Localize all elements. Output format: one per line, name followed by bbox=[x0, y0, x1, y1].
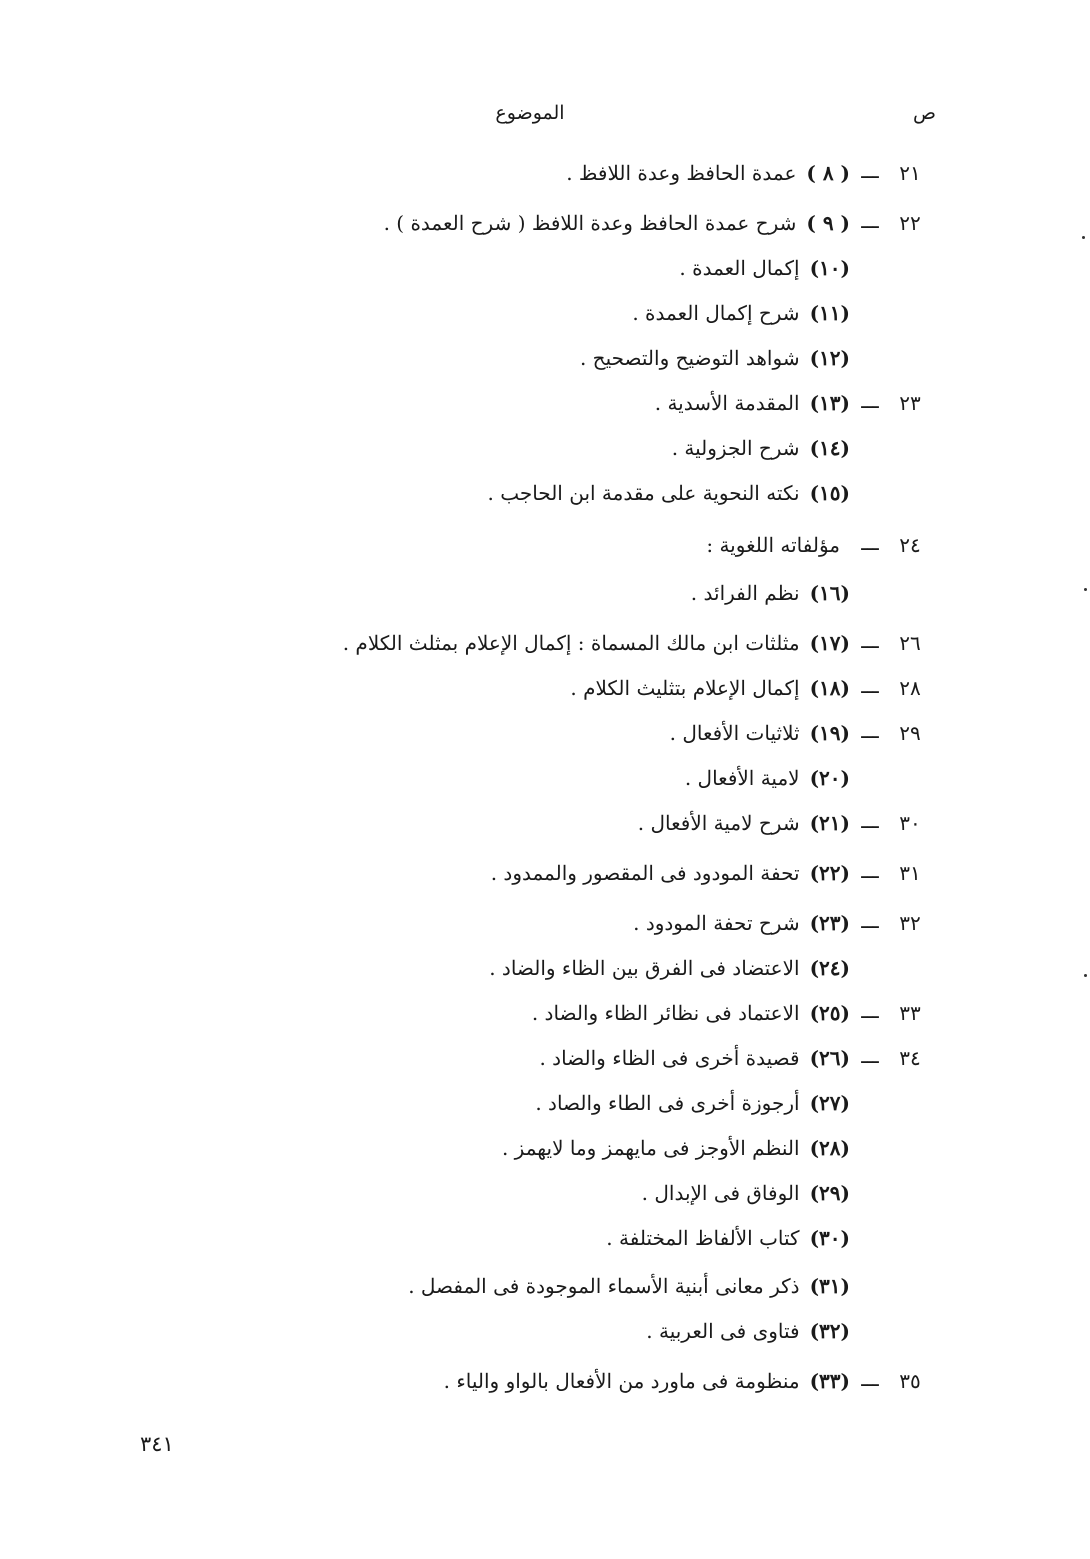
entry-number: (١٤) bbox=[809, 436, 850, 460]
entry-text: مثلثات ابن مالك المسماة : إكمال الإعلام بمثلث الكلام . bbox=[342, 631, 800, 655]
toc-entry bbox=[0, 385, 1090, 425]
entry-title bbox=[642, 1181, 850, 1205]
toc-entry bbox=[0, 1040, 1090, 1080]
toc-entry bbox=[0, 205, 1090, 245]
entry-page: ٣٠ bbox=[899, 811, 921, 835]
entry-text: تحفة المودود فى المقصور والممدود . bbox=[490, 861, 800, 885]
toc-entry bbox=[0, 670, 1090, 710]
toc-entry bbox=[0, 250, 1090, 290]
entry-number: (١١) bbox=[809, 301, 850, 325]
entry-page: ٣٥ bbox=[899, 1369, 921, 1393]
entry-text: نظم الفرائد . bbox=[690, 581, 800, 605]
toc-entry bbox=[0, 715, 1090, 755]
entry-dash: ـــ bbox=[861, 531, 879, 555]
entry-title bbox=[487, 481, 850, 505]
entry-dash: ـــ bbox=[861, 209, 879, 233]
entry-title bbox=[580, 346, 850, 370]
toc-entry bbox=[0, 430, 1090, 470]
entry-number: (٣٣) bbox=[809, 1369, 850, 1393]
entry-text: عمدة الحافظ وعدة اللافظ . bbox=[566, 161, 797, 185]
entry-text: ثلاثيات الأفعال . bbox=[669, 721, 800, 745]
entry-title bbox=[646, 1319, 850, 1343]
entry-text: شرح إكمال العمدة . bbox=[632, 301, 800, 325]
entry-title bbox=[502, 1136, 850, 1160]
entry-dash: ـــ bbox=[861, 859, 879, 883]
entry-page: ٣٢ bbox=[899, 911, 921, 935]
entry-title bbox=[535, 1091, 850, 1115]
entry-text: شواهد التوضيح والتصحيح . bbox=[579, 346, 800, 370]
toc-entry bbox=[0, 1268, 1090, 1308]
scan-speck bbox=[1084, 974, 1087, 977]
toc-entry bbox=[0, 950, 1090, 990]
entry-title bbox=[343, 631, 850, 655]
entry-text: منظومة فى ماورد من الأفعال بالواو والياء . bbox=[443, 1369, 800, 1393]
entry-dash: ـــ bbox=[861, 159, 879, 183]
entry-number: (٢٩) bbox=[809, 1181, 850, 1205]
entry-title bbox=[606, 1226, 850, 1250]
page-number: ٣٤١ bbox=[140, 1432, 174, 1456]
entry-text: قصيدة أخرى فى الظاء والضاد . bbox=[539, 1046, 800, 1070]
entry-title bbox=[679, 256, 850, 280]
entry-dash: ـــ bbox=[861, 719, 879, 743]
entry-text: الاعتضاد فى الفرق بين الظاء والضاد . bbox=[489, 956, 800, 980]
toc-entry bbox=[0, 855, 1090, 895]
toc-entry bbox=[0, 1085, 1090, 1125]
entry-number: ( ٩ ) bbox=[806, 211, 850, 235]
entry-dash: ـــ bbox=[861, 389, 879, 413]
entry-text: النظم الأوجز فى مايهمز وما لايهمز . bbox=[501, 1136, 800, 1160]
toc-entry bbox=[0, 1130, 1090, 1170]
entry-title bbox=[691, 581, 850, 605]
entry-text: كتاب الألفاظ المختلفة . bbox=[606, 1226, 800, 1250]
entry-text: المقدمة الأسدية . bbox=[654, 391, 800, 415]
subject-column-header: الموضوع bbox=[495, 102, 565, 124]
entry-number: (٢٠) bbox=[809, 766, 850, 790]
toc-entry bbox=[0, 1220, 1090, 1260]
entry-text: إكمال الإعلام بتثليث الكلام . bbox=[570, 676, 800, 700]
entry-number: (٣١) bbox=[809, 1274, 850, 1298]
toc-entry bbox=[0, 475, 1090, 515]
entry-number: (٢١) bbox=[809, 811, 850, 835]
entry-dash: ـــ bbox=[861, 674, 879, 698]
toc-entry bbox=[0, 1363, 1090, 1403]
entry-title bbox=[489, 956, 850, 980]
entry-number: (١٧) bbox=[809, 631, 850, 655]
toc-entry bbox=[0, 575, 1090, 615]
entry-text: ذكر معانى أبنية الأسماء الموجودة فى المفصل . bbox=[408, 1274, 800, 1298]
entry-title bbox=[670, 721, 850, 745]
entry-text: الاعتماد فى نظائر الظاء والضاد . bbox=[531, 1001, 800, 1025]
entry-text: شرح لامية الأفعال . bbox=[637, 811, 800, 835]
entry-text: إكمال العمدة . bbox=[679, 256, 800, 280]
entry-number: (١٩) bbox=[809, 721, 850, 745]
toc-entry bbox=[0, 527, 1090, 567]
entry-title bbox=[633, 911, 850, 935]
entry-text: فتاوى فى العربية . bbox=[646, 1319, 800, 1343]
entry-title bbox=[570, 676, 850, 700]
entry-title bbox=[566, 161, 850, 185]
entry-dash: ـــ bbox=[861, 1044, 879, 1068]
entry-number: (١٢) bbox=[809, 346, 850, 370]
entry-text: أرجوزة أخرى فى الطاء والصاد . bbox=[535, 1091, 800, 1115]
toc-entry bbox=[0, 1175, 1090, 1215]
entry-title bbox=[655, 391, 850, 415]
entry-page: ٢٦ bbox=[899, 631, 921, 655]
entry-page: ٢٢ bbox=[899, 211, 921, 235]
entry-number: (١٣) bbox=[809, 391, 850, 415]
entry-page: ٣٣ bbox=[899, 1001, 921, 1025]
entry-number: (٢٥) bbox=[809, 1001, 850, 1025]
entry-title bbox=[632, 301, 850, 325]
entry-page: ٢٨ bbox=[899, 676, 921, 700]
entry-text: لامية الأفعال . bbox=[684, 766, 800, 790]
toc-entry bbox=[0, 1313, 1090, 1353]
entry-number: (٢٢) bbox=[809, 861, 850, 885]
entry-title bbox=[444, 1369, 850, 1393]
page-column-header: ص bbox=[913, 102, 936, 124]
entry-text: نكته النحوية على مقدمة ابن الحاجب . bbox=[487, 481, 800, 505]
toc-entry bbox=[0, 760, 1090, 800]
entry-number: (٢٧) bbox=[809, 1091, 850, 1115]
entry-number: (١٦) bbox=[809, 581, 850, 605]
entry-title bbox=[539, 1046, 850, 1070]
toc-entry bbox=[0, 295, 1090, 335]
toc-entry bbox=[0, 155, 1090, 195]
entry-number: (٢٨) bbox=[809, 1136, 850, 1160]
entry-title bbox=[672, 436, 850, 460]
entry-title bbox=[532, 1001, 850, 1025]
entry-number: (١٠) bbox=[809, 256, 850, 280]
entry-number: (٢٤) bbox=[809, 956, 850, 980]
entry-page: ٢٤ bbox=[899, 533, 921, 557]
entry-page: ٢١ bbox=[899, 161, 921, 185]
entry-dash: ـــ bbox=[861, 999, 879, 1023]
entry-dash: ـــ bbox=[861, 909, 879, 933]
toc-entry bbox=[0, 995, 1090, 1035]
entry-title bbox=[408, 1274, 850, 1298]
entry-title bbox=[638, 811, 850, 835]
entry-page: ٢٣ bbox=[899, 391, 921, 415]
entry-title bbox=[491, 861, 850, 885]
scan-speck bbox=[1084, 588, 1087, 591]
entry-title bbox=[706, 533, 850, 557]
entry-text: مؤلفاته اللغوية : bbox=[706, 533, 840, 557]
entry-dash: ـــ bbox=[861, 629, 879, 653]
entry-number: (٢٦) bbox=[809, 1046, 850, 1070]
entry-text: شرح عمدة الحافظ وعدة اللافظ ( شرح العمدة ) . bbox=[383, 211, 797, 235]
entry-number: (٣٠) bbox=[809, 1226, 850, 1250]
toc-entry bbox=[0, 905, 1090, 945]
entry-number: ( ٨ ) bbox=[806, 161, 850, 185]
entry-number: (١٨) bbox=[809, 676, 850, 700]
entry-dash: ـــ bbox=[861, 1367, 879, 1391]
entry-page: ٢٩ bbox=[899, 721, 921, 745]
entry-page: ٣١ bbox=[899, 861, 921, 885]
toc-entry bbox=[0, 340, 1090, 380]
entry-number: (٢٣) bbox=[809, 911, 850, 935]
entry-title bbox=[384, 211, 850, 235]
toc-entry bbox=[0, 805, 1090, 845]
entry-text: شرح الجزولية . bbox=[671, 436, 800, 460]
toc-entry bbox=[0, 625, 1090, 665]
entry-title bbox=[685, 766, 850, 790]
entry-text: الوفاق فى الإبدال . bbox=[641, 1181, 800, 1205]
entry-page: ٣٤ bbox=[899, 1046, 921, 1070]
entry-number: (٣٢) bbox=[809, 1319, 850, 1343]
entry-text: شرح تحفة المودود . bbox=[633, 911, 800, 935]
entry-number: (١٥) bbox=[809, 481, 850, 505]
entry-dash: ـــ bbox=[861, 809, 879, 833]
scan-speck bbox=[1082, 236, 1085, 239]
